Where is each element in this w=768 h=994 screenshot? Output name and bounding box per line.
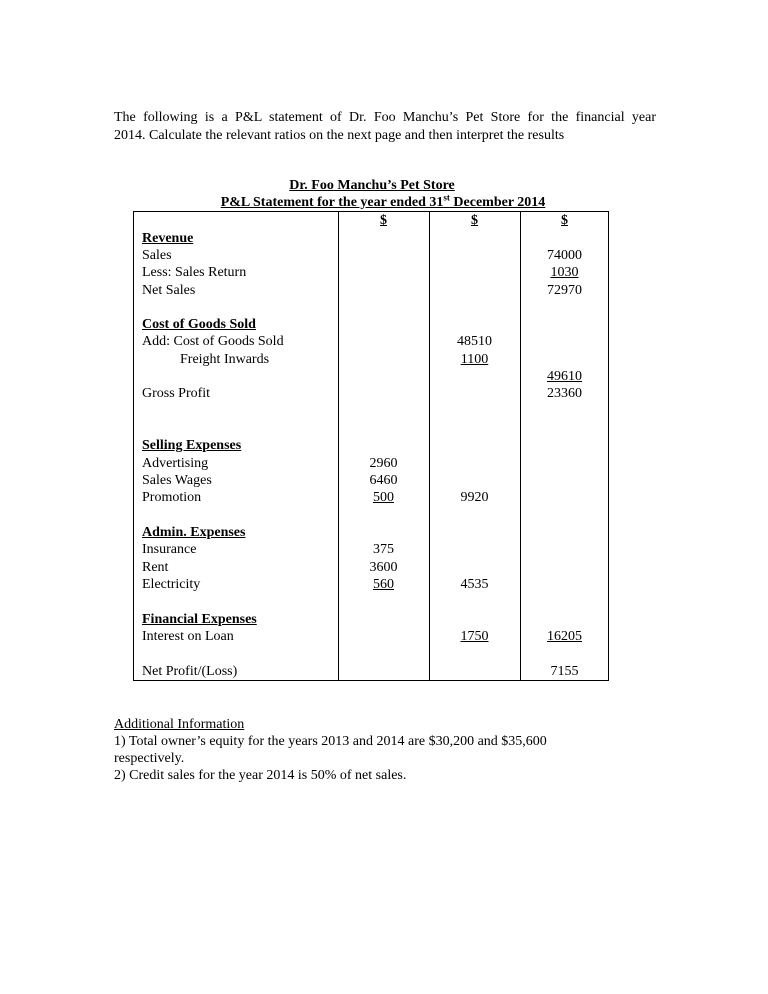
admin-total-value: 4535	[460, 577, 489, 592]
sales-wages-label: Sales Wages	[142, 473, 212, 488]
cogs-add-label: Add: Cost of Goods Sold	[142, 334, 284, 349]
net-profit-label: Net Profit/(Loss)	[142, 664, 238, 679]
advertising-label: Advertising	[142, 456, 209, 471]
cogs-heading: Cost of Goods Sold	[142, 317, 256, 332]
additional-item-2: 2) Credit sales for the year 2014 is 50% of net sales.	[114, 768, 407, 783]
rent-label: Rent	[142, 560, 169, 575]
additional-heading: Additional Information	[114, 717, 245, 732]
interest-label: Interest on Loan	[142, 629, 234, 644]
net-sales-value: 72970	[547, 283, 582, 298]
rent-value: 3600	[369, 560, 398, 575]
subtitle-sup: st	[443, 192, 450, 203]
revenue-heading: Revenue	[142, 231, 194, 246]
interest-value: 1750	[460, 629, 489, 644]
col-header-3: $	[561, 213, 568, 228]
column-divider	[520, 211, 521, 681]
insurance-value: 375	[373, 542, 394, 557]
net-sales-label: Net Sales	[142, 283, 196, 298]
column-divider	[338, 211, 339, 681]
electricity-label: Electricity	[142, 577, 201, 592]
sales-label: Sales	[142, 248, 172, 263]
cogs-total-value: 49610	[547, 369, 582, 384]
promotion-label: Promotion	[142, 490, 202, 505]
subtitle-post: December 2014	[449, 195, 546, 210]
sales-wages-value: 6460	[369, 473, 398, 488]
col-header-2: $	[471, 213, 478, 228]
column-divider	[429, 211, 430, 681]
cogs-add-value: 48510	[457, 334, 492, 349]
advertising-value: 2960	[369, 456, 398, 471]
gross-profit-value: 23360	[547, 386, 582, 401]
additional-information	[114, 716, 674, 784]
selling-total-value: 9920	[460, 490, 489, 505]
subtitle-pre: P&L Statement for the year ended 31	[220, 195, 444, 210]
sales-return-value: 1030	[550, 265, 579, 280]
intro-line-2: 2014. Calculate the relevant ratios on the next page and then interpret the results	[114, 128, 565, 143]
net-profit-value: 7155	[550, 664, 579, 679]
total-expenses-value: 16205	[547, 629, 582, 644]
intro-paragraph	[114, 109, 656, 145]
statement-subtitle	[133, 192, 633, 211]
electricity-value: 560	[373, 577, 394, 592]
intro-line-1: The following is a P&L statement of Dr. Foo Manchu’s Pet Store for the financial year	[114, 110, 656, 125]
additional-item-1-cont: respectively.	[114, 751, 185, 766]
insurance-label: Insurance	[142, 542, 197, 557]
financial-heading: Financial Expenses	[142, 612, 257, 627]
sales-return-label: Less: Sales Return	[142, 265, 247, 280]
selling-heading: Selling Expenses	[142, 438, 242, 453]
freight-value: 1100	[460, 352, 489, 367]
freight-label: Freight Inwards	[180, 352, 270, 367]
statement-title: Dr. Foo Manchu’s Pet Store	[289, 178, 455, 193]
col-header-1: $	[380, 213, 387, 228]
additional-item-1: 1) Total owner’s equity for the years 2013 and 2014 are $30,200 and $35,600	[114, 734, 547, 749]
sales-value: 74000	[547, 248, 582, 263]
gross-profit-label: Gross Profit	[142, 386, 211, 401]
promotion-value: 500	[373, 490, 394, 505]
admin-heading: Admin. Expenses	[142, 525, 246, 540]
